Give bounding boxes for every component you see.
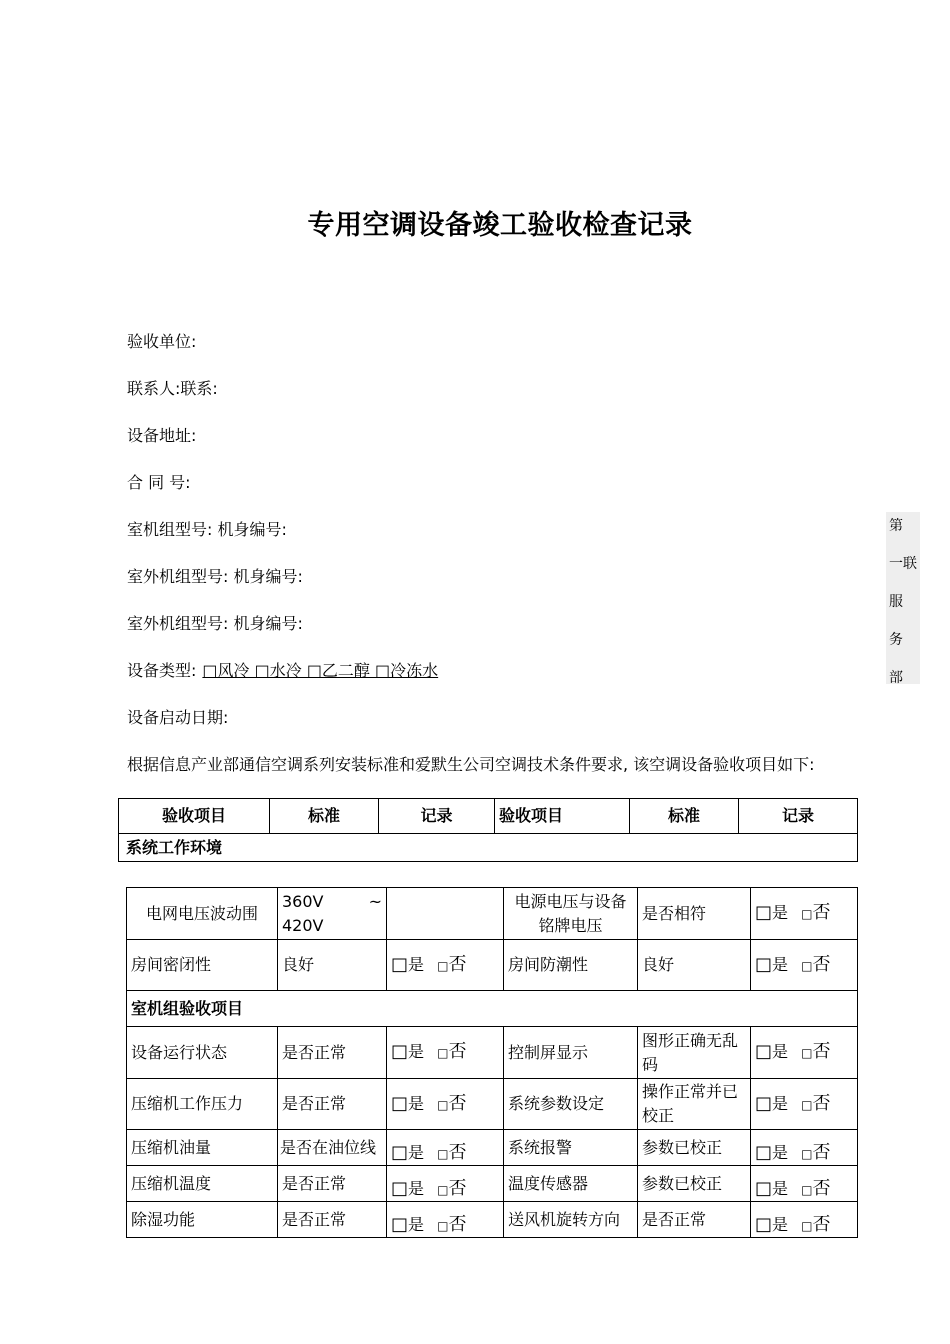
item-cell: 房间密闭性 [127,940,278,991]
no-checkbox[interactable]: □否 [801,1041,831,1062]
record-cell [751,1130,858,1166]
yes-checkbox[interactable]: □是 [755,1214,789,1235]
header-table [118,798,858,862]
yes-checkbox[interactable]: □是 [391,953,425,975]
section-indoor-title: 室机组验收项目 [127,991,858,1027]
standard-cell: 是否在油位线 [278,1130,387,1166]
field-outdoor-model-1: 室外机组型号: 机身编号: [127,567,303,586]
field-indoor-model: 室机组型号: 机身编号: [127,520,287,539]
standard-text: ~ [368,891,382,911]
no-checkbox[interactable]: □否 [437,1142,467,1163]
item-cell: 压缩机油量 [127,1130,278,1166]
device-type-options: □风冷 □水冷 □乙二醇 □冷冻水 [202,661,439,680]
table-row [127,1079,858,1130]
table-row [127,1027,858,1079]
field-contact: 联系人:联系: [127,379,218,398]
header-cell: 标准 [630,799,739,834]
side-label-char: 部 [889,670,903,686]
item-cell: 除湿功能 [127,1202,278,1238]
standard-cell: 是否正常 [278,1079,387,1130]
item-cell: 压缩机温度 [127,1166,278,1202]
item-cell: 送风机旋转方向 [504,1202,638,1238]
standard-cell: 是否正常 [638,1202,751,1238]
yes-checkbox[interactable]: □是 [755,1041,789,1062]
item-cell: 控制屏显示 [504,1027,638,1079]
no-checkbox[interactable]: □否 [437,1178,467,1199]
device-type-label: 设备类型: [127,661,197,680]
standard-cell: 参数已校正 [638,1166,751,1202]
side-label-char: 一联 [889,556,917,572]
field-address: 设备地址: [127,426,197,445]
no-checkbox[interactable]: □否 [437,1092,467,1114]
header-row [119,799,858,834]
standard-cell: 良好 [638,940,751,991]
section-row [127,991,858,1027]
standard-cell: 操作正常并已校正 [638,1079,751,1130]
record-cell [387,1079,504,1130]
item-cell: 电网电压波动围 [127,888,278,940]
field-contract: 合 同 号: [127,473,191,492]
standard-text: 420V [282,915,324,935]
side-label-char: 第 [889,518,903,534]
table-row [127,1130,858,1166]
no-checkbox[interactable]: □否 [801,902,831,923]
table-row [127,1166,858,1202]
field-start-date: 设备启动日期: [127,708,229,727]
header-cell: 验收项目 [495,799,630,834]
side-label-char: 服 [889,594,903,610]
yes-checkbox[interactable]: □是 [755,1178,789,1199]
no-checkbox[interactable]: □否 [801,1092,831,1114]
standard-cell: 是否正常 [278,1027,387,1079]
inspection-table [126,887,858,1238]
standard-text: 360V [282,891,324,911]
standard-cell: 是否正常 [278,1166,387,1202]
record-cell [387,1027,504,1079]
item-cell: 压缩机工作压力 [127,1079,278,1130]
side-label-char: 务 [889,632,903,648]
record-cell [751,940,858,991]
yes-checkbox[interactable]: □是 [391,1041,425,1062]
no-checkbox[interactable]: □否 [801,1142,831,1163]
field-device-type [127,661,438,681]
item-cell: 房间防潮性 [504,940,638,991]
section-env-title: 系统工作环境 [119,834,858,862]
record-cell [387,1202,504,1238]
no-checkbox[interactable]: □否 [801,1178,831,1199]
no-checkbox[interactable]: □否 [437,1041,467,1062]
record-cell [387,888,504,940]
section-row [119,834,858,862]
item-cell: 系统报警 [504,1130,638,1166]
item-cell: 系统参数设定 [504,1079,638,1130]
no-checkbox[interactable]: □否 [801,1214,831,1235]
table-row [127,940,858,991]
record-cell [751,888,858,940]
standard-cell: 参数已校正 [638,1130,751,1166]
record-cell [387,940,504,991]
standard-cell [278,888,387,940]
record-cell [751,1027,858,1079]
header-cell: 验收项目 [119,799,270,834]
item-cell: 电源电压与设备铭牌电压 [504,888,638,940]
standard-cell: 良好 [278,940,387,991]
header-cell: 记录 [739,799,858,834]
intro-text: 根据信息产业部通信空调系列安装标准和爱默生公司空调技术条件要求, 该空调设备验收项目如下: [127,755,815,774]
record-cell [751,1166,858,1202]
table-row [127,1202,858,1238]
record-cell [387,1166,504,1202]
yes-checkbox[interactable]: □是 [391,1214,425,1235]
standard-cell: 是否相符 [638,888,751,940]
yes-checkbox[interactable]: □是 [755,902,789,923]
item-cell: 设备运行状态 [127,1027,278,1079]
no-checkbox[interactable]: □否 [437,953,467,975]
yes-checkbox[interactable]: □是 [391,1178,425,1199]
yes-checkbox[interactable]: □是 [755,1142,789,1163]
table-row [127,888,858,940]
standard-cell: 是否正常 [278,1202,387,1238]
yes-checkbox[interactable]: □是 [755,953,789,975]
standard-cell: 图形正确无乱码 [638,1027,751,1079]
record-cell [387,1130,504,1166]
yes-checkbox[interactable]: □是 [391,1092,425,1114]
no-checkbox[interactable]: □否 [437,1214,467,1235]
field-outdoor-model-2: 室外机组型号: 机身编号: [127,614,303,633]
record-cell [751,1202,858,1238]
header-cell: 标准 [270,799,379,834]
record-cell [751,1079,858,1130]
no-checkbox[interactable]: □否 [801,953,831,975]
yes-checkbox[interactable]: □是 [391,1142,425,1163]
item-cell: 温度传感器 [504,1166,638,1202]
page-title: 专用空调设备竣工验收检查记录 [307,210,693,241]
field-unit: 验收单位: [127,332,197,351]
yes-checkbox[interactable]: □是 [755,1092,789,1114]
side-label-copy [886,512,920,684]
header-cell: 记录 [379,799,495,834]
